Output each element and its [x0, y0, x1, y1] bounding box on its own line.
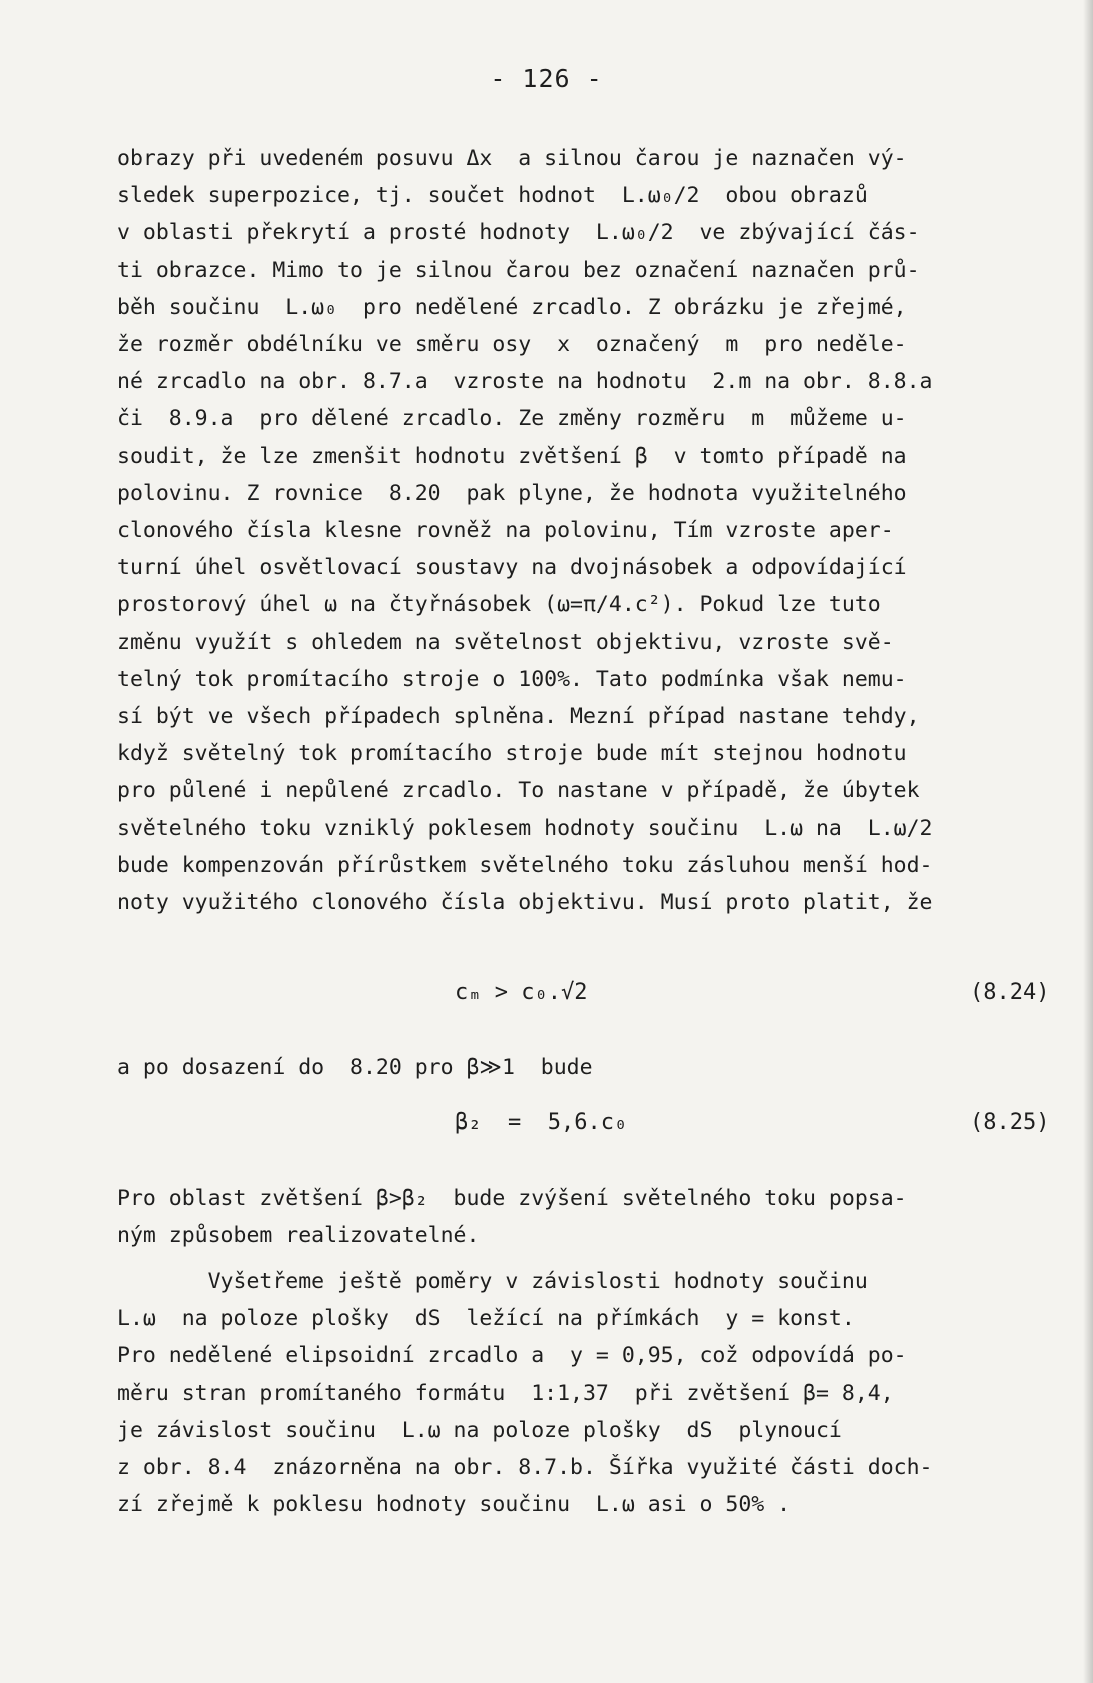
text-line: měru stran promítaného formátu 1:1,37 při zvětšení β= 8,4, — [117, 1380, 894, 1406]
text-line: né zrcadlo na obr. 8.7.a vzroste na hodnotu 2.m na obr. 8.8.a — [117, 369, 933, 395]
text-line: ti obrazce. Mimo to je silnou čarou bez označení naznačen prů- — [117, 257, 920, 283]
text-line: sledek superpozice, tj. součet hodnot L.ω₀/2 obou obrazů — [117, 183, 868, 209]
text-line: v oblasti překrytí a prosté hodnoty L.ω₀/2 ve zbývající čás- — [117, 220, 920, 246]
text-line: polovinu. Z rovnice 8.20 pak plyne, že hodnota využitelného — [117, 480, 907, 506]
text-line: obrazy při uvedeném posuvu Δx a silnou čarou je naznačen vý- — [117, 146, 907, 171]
equation-8-24-formula: cₘ > c₀.√2 — [455, 980, 588, 1005]
text-line: prostorový úhel ω na čtyřnásobek (ω=π/4.c²). Pokud lze tuto — [117, 592, 881, 618]
paragraph-2 — [117, 1180, 1077, 1254]
text-line: soudit, že lze zmenšit hodnotu zvětšení β v tomto případě na — [117, 443, 907, 469]
text-line: Pro oblast zvětšení β>β₂ bude zvýšení světelného toku popsa- — [117, 1186, 907, 1211]
text-line: telný tok promítacího stroje o 100%. Tato podmínka však nemu- — [117, 666, 907, 692]
equation-8-24-number: (8.24) — [970, 980, 1050, 1005]
text-line: z obr. 8.4 znázorněna na obr. 8.7.b. Šířka využité části doch- — [117, 1455, 933, 1481]
text-line: světelného toku vzniklý poklesem hodnoty součinu L.ω na L.ω/2 — [117, 815, 933, 841]
equation-8-25-number: (8.25) — [970, 1110, 1050, 1135]
text-line: pro půlené i nepůlené zrcadlo. To nastane v případě, že úbytek — [117, 778, 920, 804]
text-line: clonového čísla klesne rovněž na polovinu, Tím vzroste aper- — [117, 518, 894, 544]
equation-8-25-formula: β₂ = 5,6.c₀ — [455, 1110, 628, 1135]
text-line: ným způsobem realizovatelné. — [117, 1223, 480, 1249]
text-line: noty využitého clonového čísla objektivu. Musí proto platit, že — [117, 890, 933, 916]
text-line: L.ω na poloze plošky dS ležící na přímkách y = konst. — [117, 1306, 855, 1332]
text-line: zí zřejmě k poklesu hodnoty součinu L.ω asi o 50% . — [117, 1492, 791, 1518]
text-line: je závislost součinu L.ω na poloze plošky dS plynoucí — [117, 1417, 842, 1443]
paragraph-3 — [117, 1263, 1077, 1523]
text-line: či 8.9.a pro dělené zrcadlo. Ze změny rozměru m můžeme u- — [117, 406, 907, 432]
text-line-substitution: a po dosazení do 8.20 pro β≫1 bude — [117, 1055, 593, 1080]
text-line: sí být ve všech případech splněna. Mezní případ nastane tehdy, — [117, 704, 920, 730]
text-line: bude kompenzován přírůstkem světelného toku zásluhou menší hod- — [117, 852, 933, 878]
page-number: - 126 - — [490, 64, 603, 93]
text-line: běh součinu L.ω₀ pro nedělené zrcadlo. Z obrázku je zřejmé, — [117, 294, 907, 320]
text-line: Vyšetřeme ještě poměry v závislosti hodnoty součinu — [117, 1269, 868, 1294]
text-line: turní úhel osvětlovací soustavy na dvojnásobek a odpovídající — [117, 555, 907, 581]
text-line: když světelný tok promítacího stroje bude mít stejnou hodnotu — [117, 741, 907, 767]
paragraph-1 — [117, 140, 1077, 921]
text-line: že rozměr obdélníku ve směru osy x označený m pro neděle- — [117, 332, 907, 358]
text-line: Pro nedělené elipsoidní zrcadlo a y = 0,95, což odpovídá po- — [117, 1343, 907, 1369]
text-line: změnu využít s ohledem na světelnost objektivu, vzroste svě- — [117, 629, 894, 655]
page-edge-shadow — [1083, 0, 1093, 1683]
